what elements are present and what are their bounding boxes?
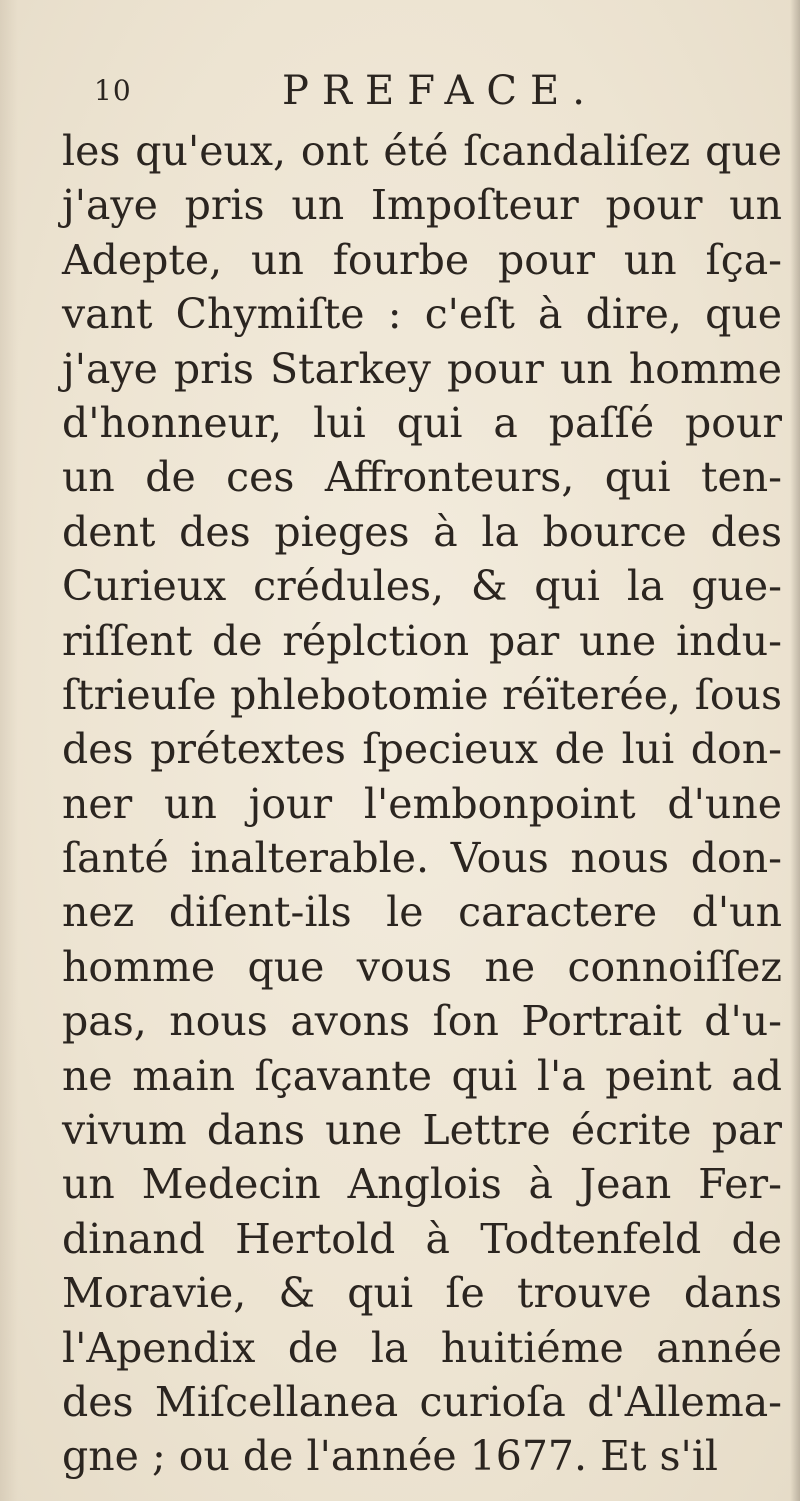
text-line: ner un jour l'embonpoint d'une bbox=[62, 779, 782, 828]
text-line: des Miſcellanea curioſa d'Allema- bbox=[62, 1377, 782, 1426]
page-gutter-shadow bbox=[0, 0, 18, 1501]
text-line: les qu'eux, ont été ſcandaliſez que bbox=[62, 127, 782, 175]
text-line: Adepte, un fourbe pour un ſça- bbox=[62, 235, 782, 284]
text-line: vivum dans une Lettre écrite par bbox=[62, 1106, 782, 1155]
text-line: Curieux crédules, & qui la gue- bbox=[62, 562, 782, 611]
body-text bbox=[62, 124, 782, 1484]
text-line: j'aye pris Starkey pour un homme bbox=[62, 344, 782, 393]
text-line: des prétextes ſpecieux de lui don- bbox=[62, 725, 782, 774]
running-title: PREFACE. bbox=[282, 68, 598, 114]
text-line: l'Apendix de la huitiéme année bbox=[62, 1323, 782, 1372]
text-line: Moravie, & qui ſe trouve dans bbox=[62, 1269, 782, 1318]
text-line: un Medecin Anglois à Jean Fer- bbox=[62, 1160, 782, 1209]
text-line: d'honneur, lui qui a paſſé pour bbox=[62, 398, 782, 447]
text-line: dinand Hertold à Todtenfeld de bbox=[62, 1214, 782, 1263]
text-line: un de ces Affronteurs, qui ten- bbox=[62, 453, 782, 502]
page-edge-shadow bbox=[790, 0, 800, 1501]
text-line: j'aye pris un Impoſteur pour un bbox=[62, 181, 782, 230]
text-line: ne main ſçavante qui l'a peint ad bbox=[62, 1051, 782, 1100]
text-line: homme que vous ne connoiſſez bbox=[62, 942, 782, 991]
page-header bbox=[0, 68, 800, 128]
text-line: dent des pieges à la bource des bbox=[62, 507, 782, 556]
text-line: ſtrieuſe phlebotomie réïterée, ſous bbox=[62, 670, 782, 719]
text-line: vant Chymiſte : c'eſt à dire, que bbox=[62, 290, 782, 339]
text-line: pas, nous avons ſon Portrait d'u- bbox=[62, 997, 782, 1046]
text-line: ſanté inalterable. Vous nous don- bbox=[62, 834, 782, 883]
text-line: nez diſent-ils le caractere d'un bbox=[62, 888, 782, 937]
text-line: gne ; ou de l'année 1677. Et s'il bbox=[62, 1432, 719, 1481]
page-number: 10 bbox=[94, 74, 132, 107]
text-line: riſſent de réplction par une indu- bbox=[62, 616, 782, 665]
